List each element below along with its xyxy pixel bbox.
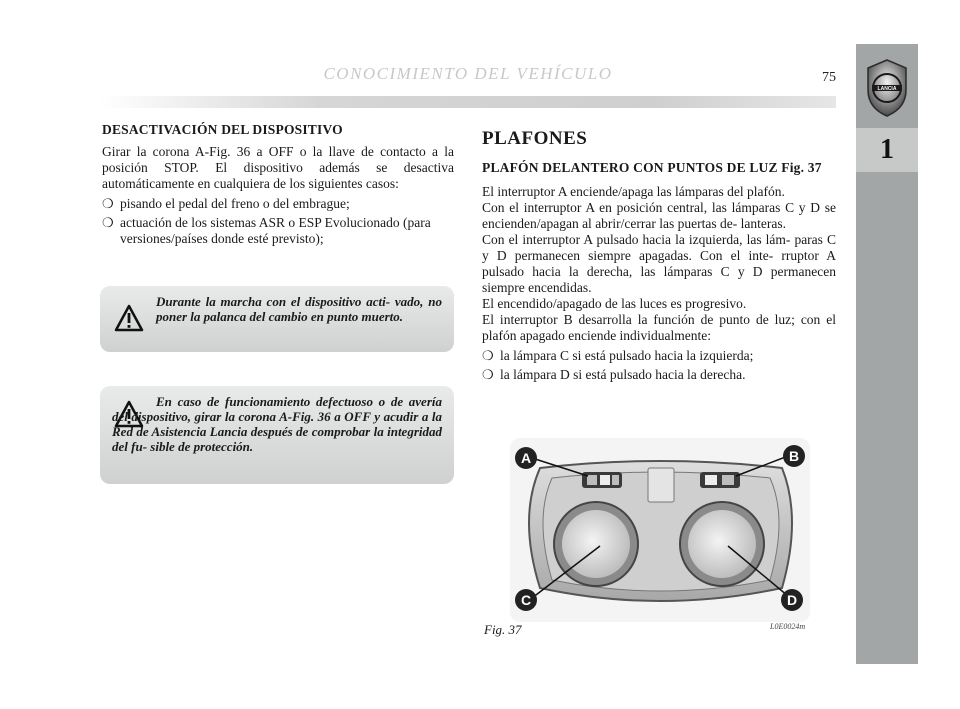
callout-c-label: C bbox=[520, 592, 532, 608]
section-heading: DESACTIVACIÓN DEL DISPOSITIVO bbox=[102, 122, 343, 137]
intro-paragraph: Girar la corona A-Fig. 36 a OFF o la llave de contacto a la posición STOP. El dispositivo además se desactiva automáticamente en cualquiera de los siguientes casos: bbox=[102, 144, 454, 191]
body-line: Con el interruptor A en posición central, las lámparas C y D se encienden/apagan al abrir/cerrar las puertas de- lanteras. bbox=[482, 200, 836, 231]
callout-a bbox=[515, 447, 537, 469]
right-column bbox=[482, 128, 836, 386]
warning-triangle-icon bbox=[114, 304, 144, 332]
body-line: El interruptor A enciende/apaga las lámparas del plafón. bbox=[482, 184, 785, 199]
condition-list bbox=[102, 196, 454, 247]
lamp-list bbox=[482, 348, 836, 383]
figure-code: L0E0024m bbox=[770, 622, 806, 631]
list-item bbox=[102, 196, 454, 212]
body-line: El encendido/apagado de las luces es progresivo. bbox=[482, 296, 747, 311]
header-rule bbox=[100, 96, 836, 108]
bullet-icon: ❍ bbox=[482, 367, 494, 382]
callout-d bbox=[781, 589, 803, 611]
bullet-icon: ❍ bbox=[482, 348, 494, 363]
chapter-number: 1 bbox=[856, 128, 918, 172]
running-header-title: CONOCIMIENTO DEL VEHÍCULO bbox=[323, 64, 613, 83]
warning-box bbox=[100, 286, 454, 352]
callout-a-label: A bbox=[520, 450, 532, 466]
ceiling-light-illustration bbox=[510, 438, 810, 622]
callout-c bbox=[515, 589, 537, 611]
list-item-text: actuación de los sistemas ASR o ESP Evolucionado (para versiones/países donde esté previsto); bbox=[120, 215, 431, 246]
lancia-logo-icon bbox=[862, 58, 912, 118]
figure-caption: Fig. 37 bbox=[484, 622, 522, 637]
body-line: El interruptor B desarrolla la función de punto de luz; con el plafón apagado enciende individualmente: bbox=[482, 312, 836, 343]
list-item bbox=[482, 348, 836, 364]
list-item-text: la lámpara C si está pulsado hacia la izquierda; bbox=[500, 348, 754, 363]
warning-text: Durante la marcha con el dispositivo acti- vado, no poner la palanca del cambio en punto muerto. bbox=[156, 294, 442, 324]
ceiling-light-figure bbox=[510, 438, 810, 622]
list-item bbox=[482, 367, 836, 383]
subsection-heading: PLAFÓN DELANTERO CON PUNTOS DE LUZ Fig. 37 bbox=[482, 160, 822, 175]
left-column bbox=[102, 122, 454, 250]
body-line: Con el interruptor A pulsado hacia la izquierda, las lám- paras C y D permanecen siempre apagadas. Con el inte- rruptor A pulsado hacia la derecha, las lámparas C y D permanecen siempre encendidas. bbox=[482, 232, 836, 295]
callout-d-label: D bbox=[786, 592, 798, 608]
list-item-text: pisando el pedal del freno o del embrague; bbox=[120, 196, 350, 211]
warning-text: En caso de funcionamiento defectuoso o de avería del dispositivo, girar la corona A-Fig. 36 a OFF y acudir a la Red de Asistencia Lancia después de comprobar la integridad del fu- sible de protección. bbox=[112, 394, 442, 454]
warning-box bbox=[100, 386, 454, 484]
bullet-icon: ❍ bbox=[102, 215, 114, 230]
callout-b bbox=[783, 445, 805, 467]
callout-b-label: B bbox=[788, 448, 800, 464]
bullet-icon: ❍ bbox=[102, 196, 114, 211]
page-number: 75 bbox=[822, 70, 836, 85]
section-title: PLAFONES bbox=[482, 128, 588, 149]
list-item-text: la lámpara D si está pulsado hacia la derecha. bbox=[500, 367, 746, 382]
list-item bbox=[102, 215, 454, 247]
svg-text:LANCIA: LANCIA bbox=[877, 86, 897, 92]
